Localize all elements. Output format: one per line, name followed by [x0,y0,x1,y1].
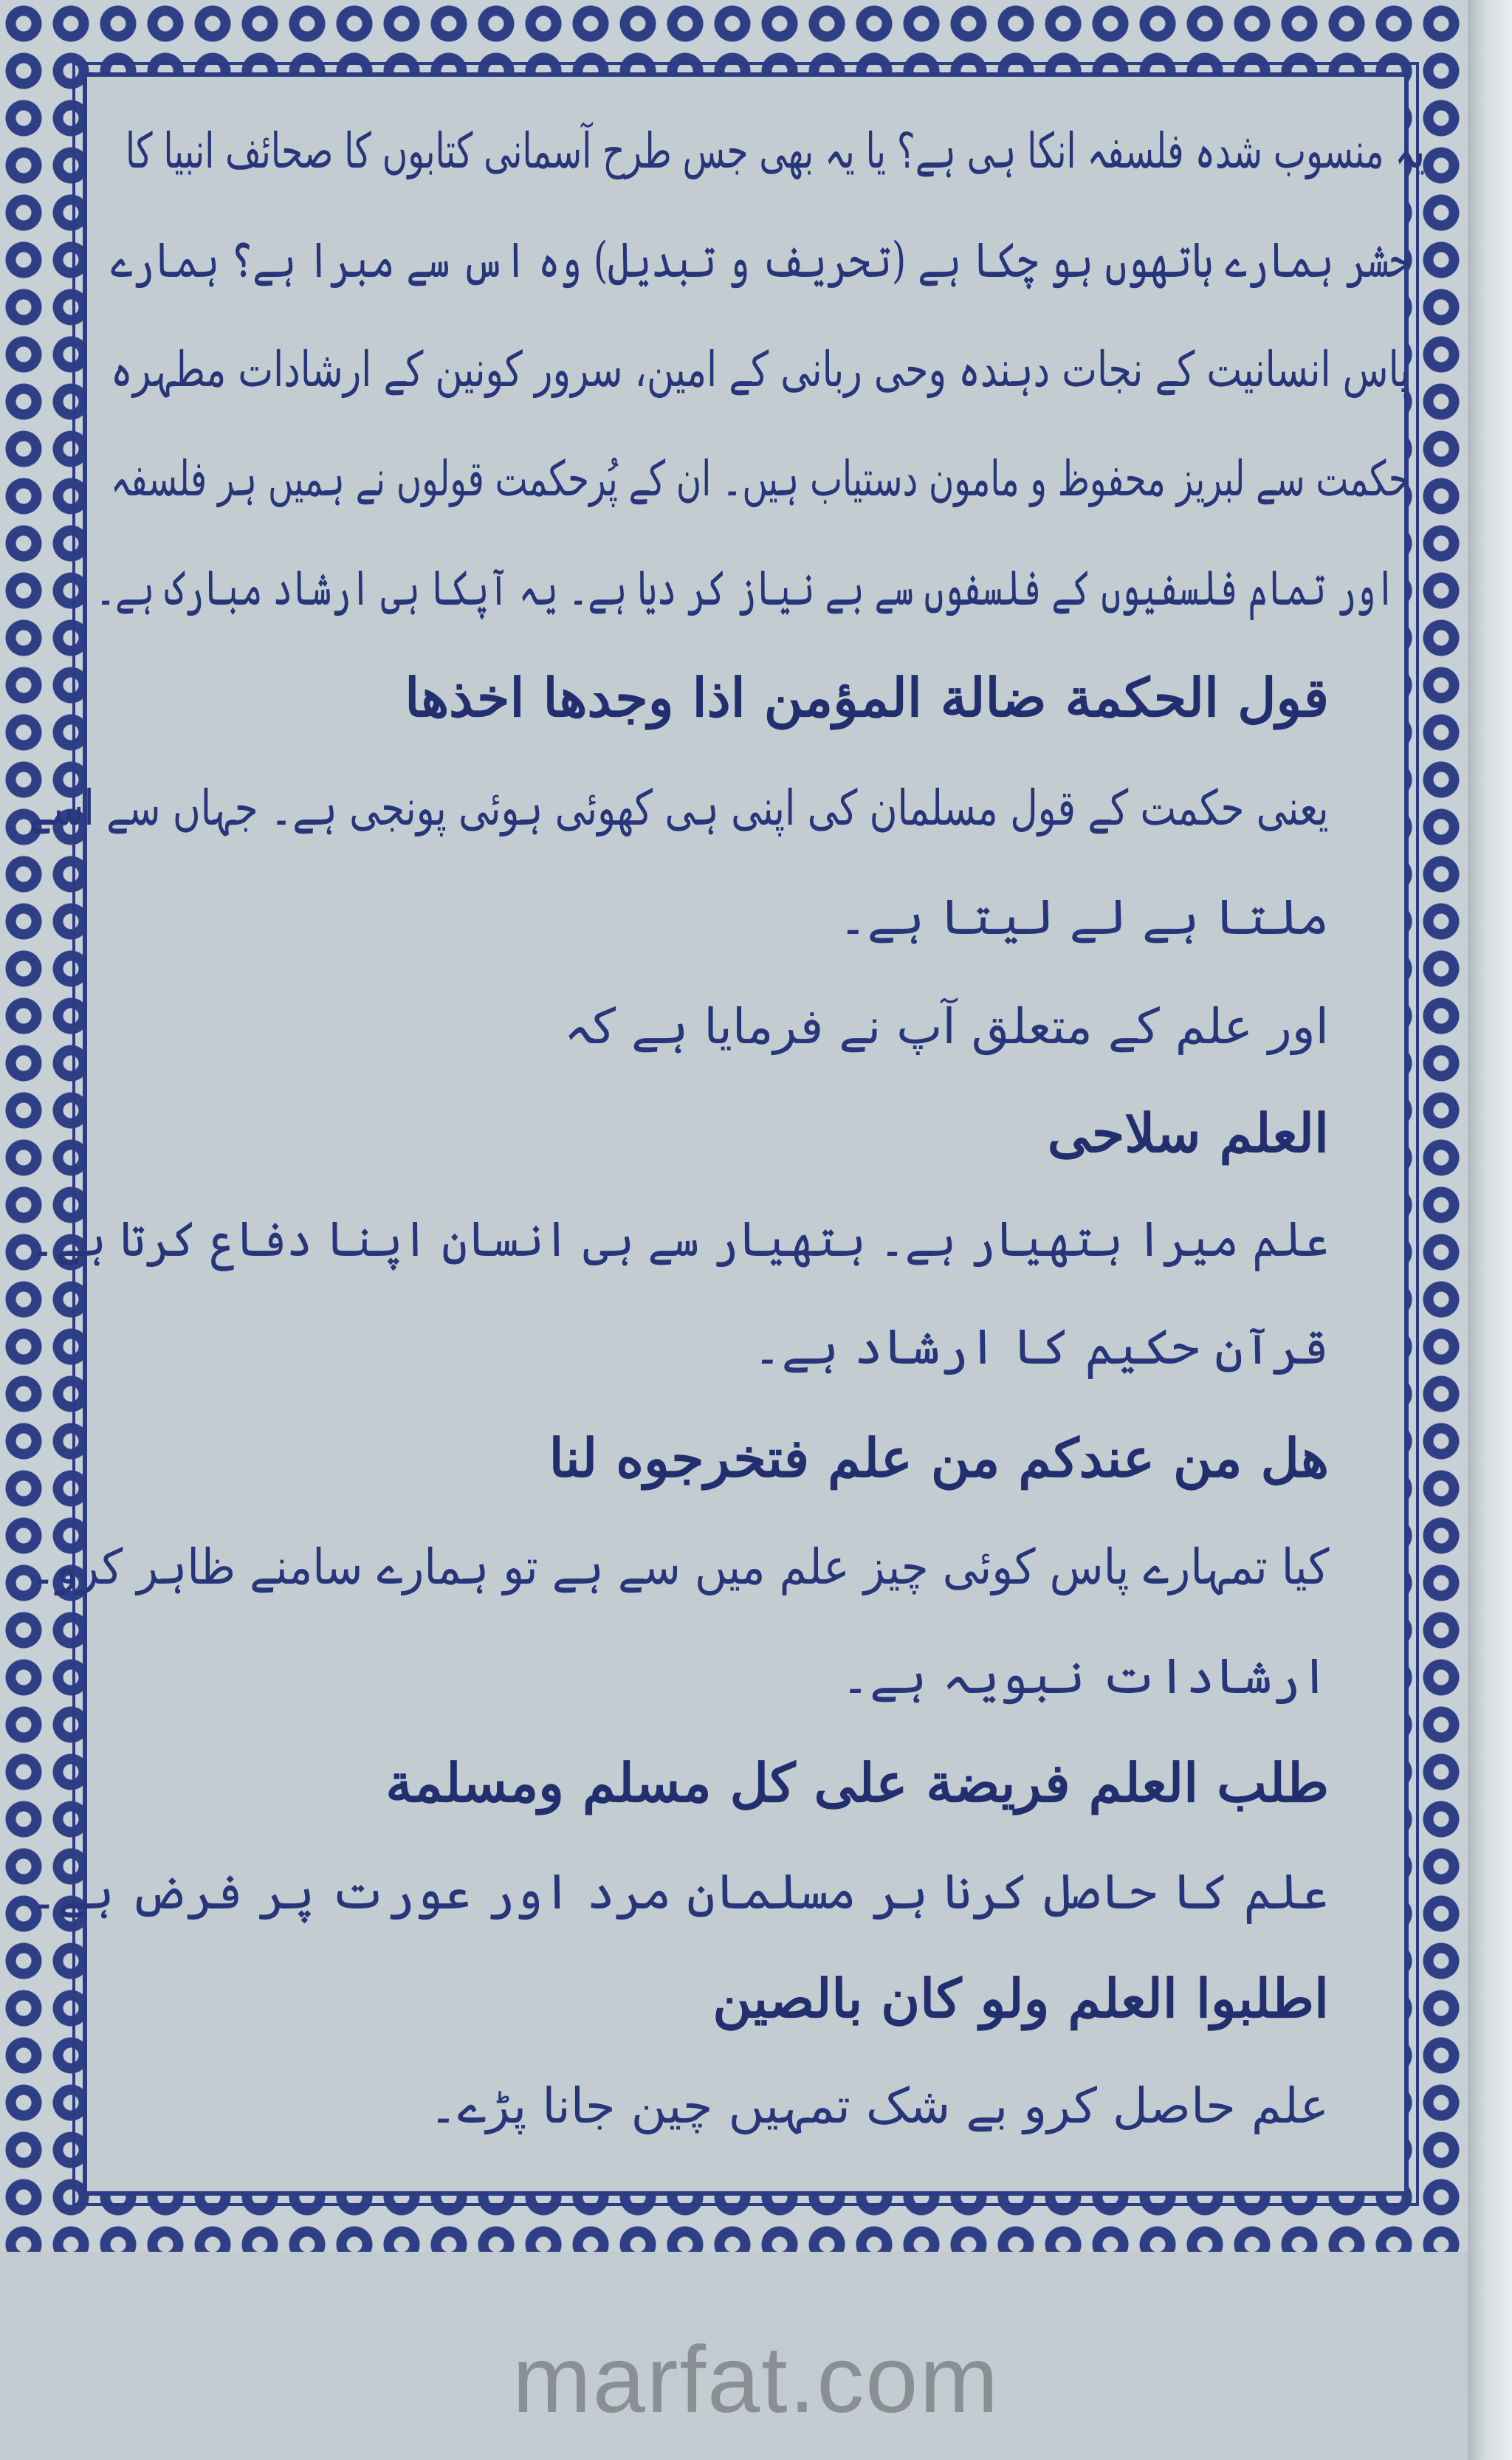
text-line: قرآن حکیم کا ارشاد ہے۔ [752,1319,1329,1375]
text-line: پاس انسانیت کے نجات دہندہ وحی ربانی کے امین، سرور کونین کے ارشادات مطہرہ [110,341,1410,398]
site-watermark: marfat.com [512,2327,1000,2433]
arabic-quote: اطلبوا العلم ولو كان بالصين [712,1967,1329,2030]
text-line: حکمت سے لبریز محفوظ و مامون دستیاب ہیں۔ ان کے پُرحکمت قولوں نے ہمیں ہر فلسفہ [111,450,1410,507]
text-line: کیا تمہارے پاس کوئی چیز علم میں سے ہے تو ہمارے سامنے ظاہر کرو۔ [30,1539,1329,1595]
text-line: اور علم کے متعلق آپ نے فرمایا ہے کہ [563,998,1329,1055]
text-line: علم میرا ہتھیار ہے۔ ہتھیار سے ہی انسان اپنا دفاع کرتا ہے۔ [29,1211,1329,1268]
text-line: ارشادات نبویہ ہے۔ [841,1648,1329,1705]
arabic-quote: طلب العلم فريضة على كل مسلم ومسلمة [385,1751,1329,1814]
arabic-quote: قول الحكمة ضالة المؤمن اذا وجدها اخذها [405,666,1329,729]
arabic-quote: العلم سلاحی [1047,1102,1329,1164]
text-line: یہ منسوب شدہ فلسفہ انکا ہی ہے؟ یا یہ بھی جس طرح آسمانی کتابوں کا صحائف انبیا کا [126,123,1425,179]
arabic-quote: هل من عندكم من علم فتخرجوه لنا [549,1426,1329,1489]
book-spine-edge [1468,0,1512,2460]
body-text [29,103,1425,2171]
text-line: یعنی حکمت کے قول مسلمان کی اپنی ہی کھوئی ہوئی پونجی ہے۔ جہاں سے اسے [30,780,1329,836]
text-line: اور تمام فلسفیوں کے فلسفوں سے بے نیاز کر دیا ہے۔ یہ آپکا ہی ارشاد مبارک ہے۔ [96,560,1395,616]
text-line: حشر ہمارے ہاتھوں ہو چکا ہے (تحریف و تبدیل) وہ اس سے مبرا ہے؟ ہمارے [110,232,1410,289]
text-line: علم کا حاصل کرنا ہر مسلمان مرد اور عورت پر فرض ہے۔ [30,1863,1329,1920]
text-line: علم حاصل کرو بے شک تمہیں چین جانا پڑے۔ [429,2078,1329,2134]
text-line: ملتا ہے لے لیتا ہے۔ [839,889,1329,946]
